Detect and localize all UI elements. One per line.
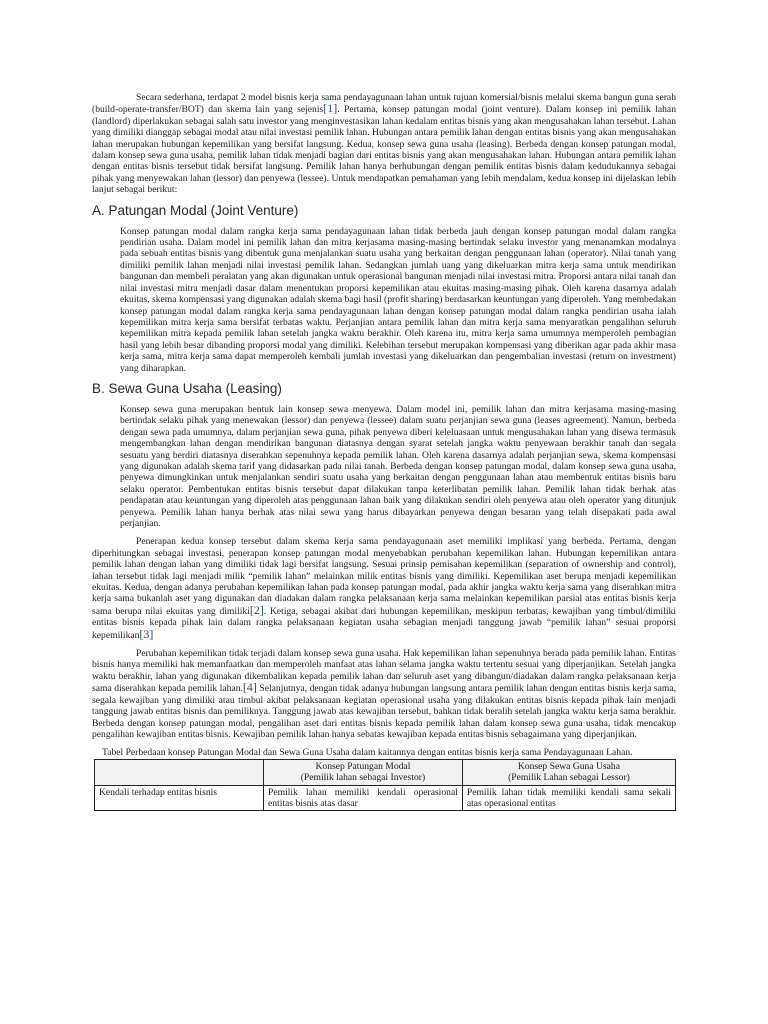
- table-cell-leasing: Pemilik lahan tidak memiliki kendali sama sekali atas operasional entitas: [462, 785, 675, 811]
- header-subtitle: (Pemilik lahan sebagai Investor): [300, 772, 426, 784]
- header-title: Konsep Sewa Guna Usaha: [517, 760, 620, 772]
- header-title: Konsep Patungan Modal: [315, 760, 411, 772]
- intro-text-2: . Pertama, konsep patungan modal (joint venture). Dalam konsep ini pemilik lahan (landlord) diperlakukan sebagai salah satu investor yang menginvestasikan lahan kedalam entitas bisnis yang akan mengusahakan lahan tersebut. Lahan yang dimiliki dianggap sebagai modal atau nilai investasi pemilik lahan. Hubungan antara pemilik lahan dengan entitas bisnis yang akan mengusahakan lahan merupakan hubungan kepemilikan yang bersifat langsung. Kedua, konsep sewa guna usaha (leasing). Berbeda dengan konsep patungan modal, dalam konsep sewa guna usaha, pemilik lahan tidak menjadi bagian dari entitas bisnis yang akan mengusahakan lahan. Hubungan antara pemilik lahan dengan entitas bisnis tersebut tidak bersifat langsung. Pemilik lahan hanya berhubungan dengan pemilik entitas bisnis dalam kedudukannya sebagai pihak yang menyewakan lahan (lessor) dan penyewa (lessee). Untuk mendapatkan pemahaman yang lebih mendalam, kedua konsep ini dijelaskan lebih lanjut sebagai berikut:: [92, 104, 676, 196]
- implication-text-1: Penerapan kedua konsep tersebut dalam skema kerja sama pendayagunaan aset memiliki implikasi yang berbeda. Pertama, dengan diperhitungkan sebagai investasi, penerapan konsep patungan modal menyebabkan perubahan kepemilikan lahan. Hubungan kepemilikan antara pemilik lahan dengan lahan yang dimiliki tidak lagi bersifat langsung. Sesuai prinsip pemisahan kepemilikan (separation of ownership and control), lahan tersebut tidak lagi menjadi milik “pemilik lahan” melainkan milik entitas bisnis yang dimiliki. Kepemilikan aset berupa menjadi kepemilikan ekuitas. Kedua, dengan adanya perubahan kepemilikan lahan pada konsep patungan modal, pada akhir jangka waktu kerja sama yang diserahkan mitra kerja sama bukanlah aset yang digunakan dan diadakan dalam rangka pelaksanaan kerja sama melainkan kepemilikan parsial atas entitas bisnis kerja sama berupa nilai ekuitas yang dimiliki: [92, 536, 676, 617]
- table-row-label: Kendali terhadap entitas bisnis: [95, 785, 264, 811]
- header-subtitle: (Pemilik Lahan sebagai Lessor): [508, 772, 630, 784]
- spacer: [92, 374, 676, 381]
- spacer: [92, 641, 676, 648]
- reference-link-4[interactable]: [4]: [242, 680, 257, 695]
- reference-link-2[interactable]: [2]: [249, 602, 264, 617]
- intro-text-1: Secara sederhana, terdapat 2 model bisnis kerja sama pendayagunaan lahan untuk tujuan komersial/bisnis melalui skema bangun guna serah (build-operate-transfer/BOT) dan skema lain yang sejenis: [92, 92, 676, 116]
- ownership-text-1: Perubahan kepemilikan tidak terjadi dalam konsep sewa guna usaha. Hak kepemilikan lahan sepenuhnya berada pada pemilik lahan. Entitas bisnis hanya memiliki hak memanfaatkan dan memperoleh manfaat atas lahan selama jangka waktu tertentu sesuai yang diperjanjikan. Setelah jangka waktu berakhir, lahan yang digunakan dikembalikan kepada pemilik lahan dan seluruh aset yang dibangun/diadakan dalam rangka pelaksanaan kerja sama diserahkan kepada pemilik lahan.: [92, 648, 676, 695]
- spacer: [92, 529, 676, 536]
- section-b-paragraph: Konsep sewa guna merupakan bentuk lain konsep sewa menyewa. Dalam model ini, pemilik lahan dan mitra kerjasama masing-masing bertindak selaku pihak yang menewakan (lessor) dan penyewa (lessee) dalam suatu perjanjian sewa guna (leases agreement). Namun, berbeda dengan sewa pada umumnya, dalam perjanjian sewa guna, pihak penyewa diberi keleluasaan untuk mengusahakan lahan yang disewa termasuk mengembangkan lahan dengan mendirikan bangunan diatasnya dengan syarat setelah jangka waktu penyewaan berakhir tanah dan segala sesuatu yang berdiri diatasnya diserahkan sepenuhnya kepada pemilik lahan. Oleh karena dasarnya adalah perjanjian sewa, skema kompensasi yang digunakan adalah skema tarif yang didasarkan pada nilai tanah. Berbeda dengan konsep patungan modal, dalam konsep sewa guna usaha, penyewa dimungkinkan untuk menjalankan sendiri suatu usaha yang berkaitan dengan penggunaan lahan atau membentuk entitas bisnis baru selaku operator. Pembentukan entitas bisnis tersebut dapat dilakukan tanpa keterlibatan pemilik lahan. Pemilik lahan tidak berhak atas pendapatan atau keuntungan yang diperoleh atas penggunaan lahan baik yang dilakukan sendiri oleh penyewa atau oleh operator yang ditunjuk penyewa. Pemilik lahan hanya berhak atas nilai sewa yang harus dibayarkan penyewa dengan besaran yang telah disepakati pada awal perjanjian.: [120, 403, 676, 529]
- table-header-empty: [95, 759, 264, 785]
- spacer: [92, 196, 676, 203]
- implication-text-2: . Ketiga, sebagai akibat dari hubungan kepemilikan, meskipun terbatas, kewajiban yang timbul/dimiliki entitas bisnis kepada pihak lain dalam rangka pelaksanaan kegiatan usaha sebagian menjadi tanggung jawab “pemilik lahan” sesuai proporsi kepemilikan: [92, 605, 676, 641]
- table-caption: Tabel Perbedaan konsep Patungan Modal dan Sewa Guna Usaha dalam kaitannya dengan entitas bisnis kerja sama Pendayagunaan Lahan.: [102, 747, 633, 759]
- ownership-text-2: Selanjutnya, dengan tidak adanya hubungan langsung antara pemilik lahan dengan entitas bisnis kerja sama, segala kewajiban yang dimiliki atau timbul akibat pelaksanaan kegiatan operasional usaha yang dilakukan entitas bisnis kepada pihak lain menjadi tanggung jawab entitas bisnis dan pemiliknya. Tanggung jawab atas kewajiban tersebut, bahkan tidak beralih setelah jangka waktu kerja sama berakhir. Berbeda dengan konsep patungan modal, pengalihan aset dari entitas bisnis kepada pemilik lahan dalam konsep sewa guna usaha, tidak mencakup pengalihan kewajiban entitas bisnis. Kewajiban pemilik lahan hanya sebatas kewajiban kepada entitas bisnis sebagaimana yang diperjanjikan.: [92, 683, 676, 740]
- spacer: [92, 740, 676, 747]
- table-header-joint-venture: [264, 759, 463, 785]
- reference-link-3[interactable]: [3]: [139, 626, 154, 641]
- comparison-table: [94, 759, 676, 812]
- section-a-heading: A. Patungan Modal (Joint Venture): [92, 202, 299, 218]
- intro-paragraph: [92, 92, 676, 196]
- spacer: [92, 219, 676, 226]
- table-header-row: [95, 759, 676, 785]
- section-a-paragraph: Konsep patungan modal dalam rangka kerja sama pendayagunaan lahan tidak berbeda jauh dengan konsep patungan modal dalam rangka pendirian usaha. Dalam model ini pemilik lahan dan mitra kerjasama masing-masing bertindak selaku investor yang menanamkan modalnya pada sebuah entitas bisnis yang dibentuk guna menjalankan suatu usaha yang berkaitan dengan penggunaan lahan (operator). Nilai tanah yang dimiliki pemilik lahan menjadi nilai investasi pemilik lahan. Sedangkan jumlah uang yang dikeluarkan mitra kerja sama untuk mendirikan bangunan dan membeli peralatan yang akan digunakan untuk operasional bangunan menjadi nilai investasi mitra. Proporsi antara nilai tanah dan nilai investasi mitra menjadi dasar dalam menentukan proporsi kepemilikan atau ekuitas masing-masing pihak. Oleh karena dasarnya adalah ekuitas, skema kompensasi yang digunakan adalah skema bagi hasil (profit sharing) berdasarkan keuntungan yang diperoleh. Yang membedakan konsep patungan modal dalam rangka kerja sama pendayagunaan lahan dengan konsep patungan modal dalam rangka pendirian usaha ialah kepemilikan mitra kerja sama bersifat terbatas waktu. Perjanjian antara pemilik lahan dan mitra kerja sama menyaratkan pengalihan seluruh kepemilikan mitra kepada pemilik lahan setelah jangka waktu berakhir. Oleh karena itu, mitra kerja sama umumnya memperoleh pembagian hasil yang lebih besar dibanding proporsi modal yang dimiliki. Kelebihan tersebut merupakan kompensasi yang diberikan agar pada akhir masa kerja sama, mitra kerja sama dapat memperoleh kembali jumlah investasi yang dikeluarkan dan pengembalian investasi (return on investment) yang diharapkan.: [120, 225, 676, 374]
- document-page: [92, 92, 676, 811]
- table-header-leasing: [462, 759, 675, 785]
- implication-paragraph: [92, 536, 676, 641]
- spacer: [92, 397, 676, 404]
- table-cell-joint-venture: Pemilik lahan memiliki kendali operasional entitas bisnis atas dasar: [264, 785, 463, 811]
- ownership-paragraph: [92, 648, 676, 740]
- table-row: [95, 785, 676, 811]
- section-b-heading: B. Sewa Guna Usaha (Leasing): [92, 380, 282, 396]
- reference-link-1[interactable]: [1]: [323, 101, 338, 116]
